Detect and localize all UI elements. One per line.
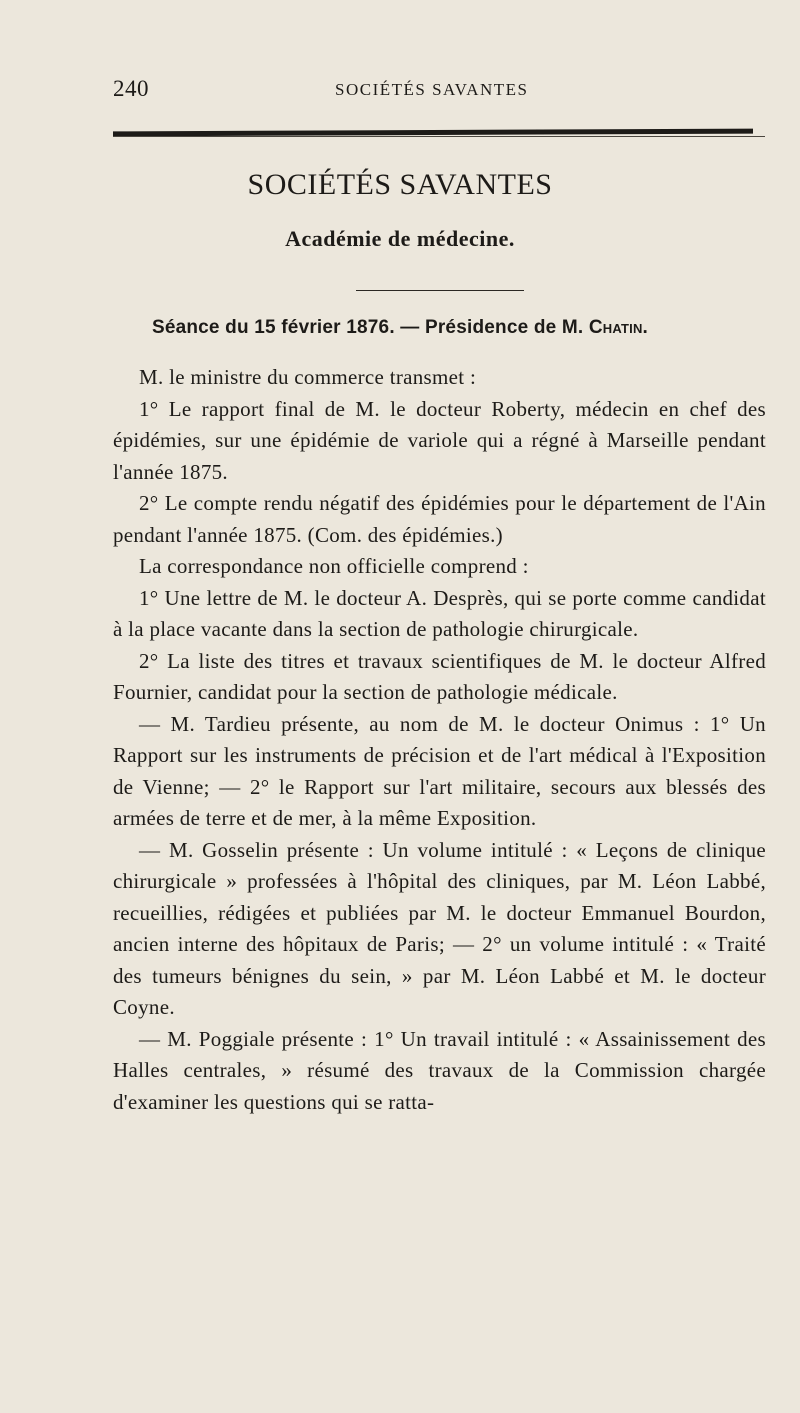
- header-rule-thin: [113, 136, 765, 137]
- paragraph: 2° Le compte rendu négatif des épidémies pour le département de l'Ain pendant l'année 1875. (Com. des épidémies.): [113, 491, 766, 547]
- paragraph: — M. Tardieu présente, au nom de M. le docteur Onimus : 1° Un Rapport sur les instruments de précision et de l'art médical à l'Exposition de Vienne; — 2° le Rapport sur l'art militaire, secours aux blessés des armées de terre et de mer, à la même Exposition.: [113, 711, 766, 830]
- session-date: Séance du 15 février 1876. — Présidence de M.: [151, 317, 589, 338]
- session-president: Chatin.: [588, 317, 649, 338]
- paragraph: 1° Le rapport final de M. le docteur Roberty, médecin en chef des épidémies, sur une épidémie de variole qui a régné à Marseille pendant l'année 1875.: [113, 396, 766, 484]
- running-header: [113, 76, 765, 106]
- section-divider: [356, 290, 524, 291]
- paragraph: 1° Une lettre de M. le docteur A. Desprès, qui se porte comme candidat à la place vacante dans la section de pathologie chirurgicale.: [113, 585, 766, 641]
- body-text: [113, 362, 766, 1118]
- paragraph: La correspondance non officielle comprend :: [139, 554, 529, 578]
- section-title: SOCIÉTÉS SAVANTES: [247, 168, 553, 201]
- header-rule: [113, 130, 765, 138]
- section-subtitle: Académie de médecine.: [285, 226, 515, 251]
- paragraph: — M. Gosselin présente : Un volume intitulé : « Leçons de clinique chirurgicale » professées à l'hôpital des cliniques, par M. Léon Labbé, recueillies, rédigées et publiées par M. le docteur Emmanuel Bourdon, ancien interne des hôpitaux de Paris; — 2° un volume intitulé : « Traité des tumeurs bénignes du sein, » par M. Léon Labbé et M. le docteur Coyne.: [113, 837, 766, 1019]
- session-line: [0, 317, 800, 339]
- paragraph: 2° La liste des titres et travaux scientifiques de M. le docteur Alfred Fournier, candidat pour la section de pathologie médicale.: [113, 648, 766, 704]
- paragraph: M. le ministre du commerce transmet :: [139, 365, 477, 389]
- paragraph: — M. Poggiale présente : 1° Un travail intitulé : « Assainissement des Halles centrales, » résumé des travaux de la Commission chargée d'examiner les questions qui se ratta-: [113, 1026, 766, 1114]
- running-title: SOCIÉTÉS SAVANTES: [335, 80, 529, 99]
- page-number: 240: [113, 76, 149, 101]
